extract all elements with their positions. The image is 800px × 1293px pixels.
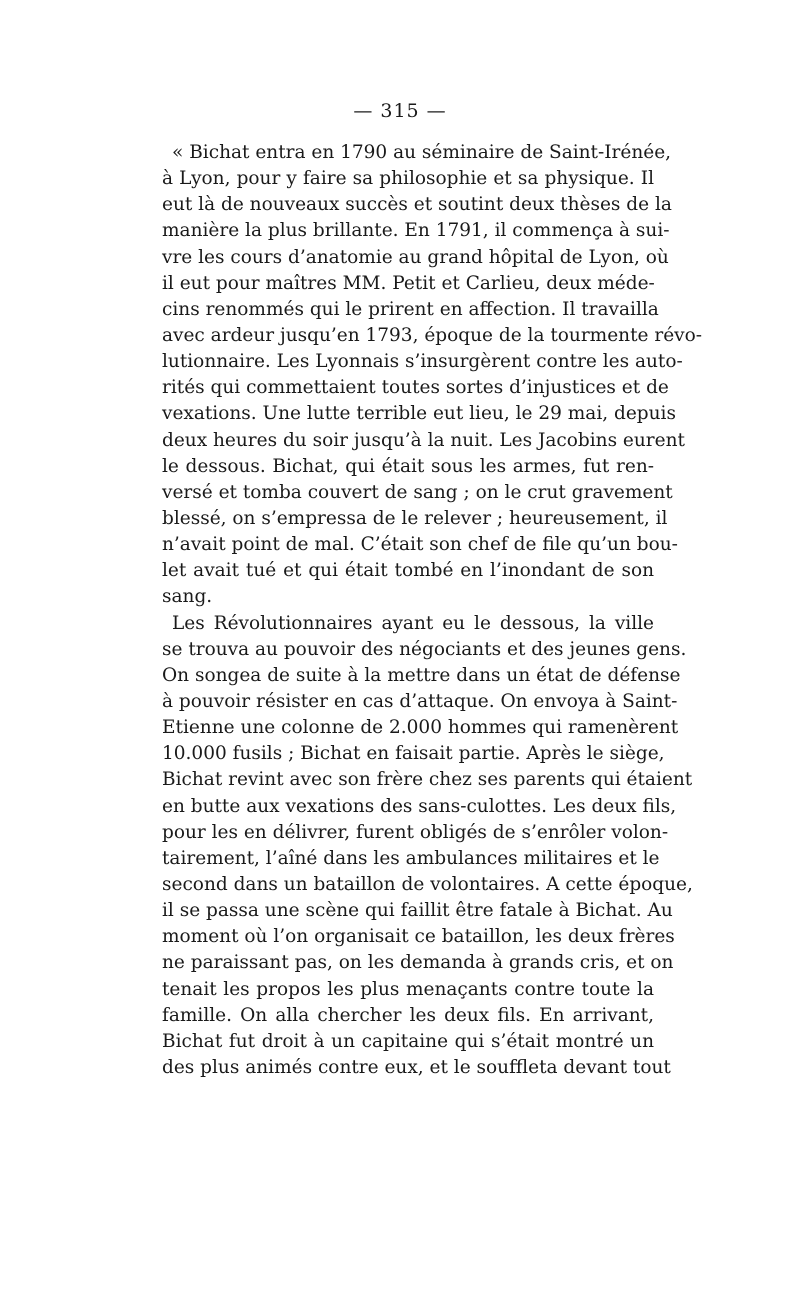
text-line: lutionnaire. Les Lyonnais s’insurgèrent contre les auto-	[162, 351, 683, 373]
text-line: tairement, l’aîné dans les ambulances militaires et le	[162, 847, 660, 869]
text-line: deux heures du soir jusqu’à la nuit. Les Jacobins eurent	[162, 429, 685, 451]
text-line: Bichat fut droit à un capitaine qui s’était montré un	[162, 1030, 654, 1052]
text-line: il se passa une scène qui faillit être fatale à Bichat. Au	[162, 900, 673, 922]
text-line: n’avait point de mal. C’était son chef de file qu’un bou-	[162, 534, 678, 556]
text-line: Les Révolutionnaires ayant eu le dessous, la ville	[172, 612, 654, 634]
text-line: rités qui commettaient toutes sortes d’injustices et de	[162, 377, 669, 399]
text-line: il eut pour maîtres MM. Petit et Carlieu, deux méde-	[162, 272, 655, 294]
text-line: versé et tomba couvert de sang ; on le crut gravement	[162, 481, 673, 503]
text-line: Bichat revint avec son frère chez ses parents qui étaient	[162, 769, 693, 791]
text-line: ne paraissant pas, on les demanda à grands cris, et on	[162, 952, 674, 974]
text-line: tenait les propos les plus menaçants contre toute la	[162, 978, 654, 1000]
text-line: sang.	[162, 586, 213, 608]
text-line: à pouvoir résister en cas d’attaque. On envoya à Saint-	[162, 690, 678, 712]
text-line: le dessous. Bichat, qui était sous les armes, fut ren-	[162, 455, 654, 477]
text-line: se trouva au pouvoir des négociants et des jeunes gens.	[162, 638, 687, 660]
text-line: pour les en délivrer, furent obligés de s’enrôler volon-	[162, 821, 669, 843]
text-line: blessé, on s’empressa de le relever ; heureusement, il	[162, 507, 668, 529]
text-line: eut là de nouveaux succès et soutint deux thèses de la	[162, 194, 672, 216]
text-line: vre les cours d’anatomie au grand hôpital de Lyon, où	[162, 246, 669, 268]
text-line: Etienne une colonne de 2.000 hommes qui ramenèrent	[162, 717, 679, 739]
text-line: famille. On alla chercher les deux fils. En arrivant,	[162, 1004, 654, 1026]
text-line: manière la plus brillante. En 1791, il commença à sui-	[162, 220, 670, 242]
text-line: moment où l’on organisait ce bataillon, les deux frères	[162, 926, 675, 948]
text-line: en butte aux vexations des sans-culottes. Les deux fils,	[162, 795, 677, 817]
text-line: avec ardeur jusqu’en 1793, époque de la tourmente révo-	[162, 324, 702, 346]
text-line: à Lyon, pour y faire sa philosophie et sa physique. Il	[162, 168, 654, 190]
text-line: des plus animés contre eux, et le souffleta devant tout	[162, 1056, 671, 1078]
body-text	[162, 140, 702, 1081]
text-line: 10.000 fusils ; Bichat en faisait partie. Après le siège,	[162, 743, 665, 765]
text-line: « Bichat entra en 1790 au séminaire de Saint-Irénée,	[172, 142, 672, 163]
text-line: vexations. Une lutte terrible eut lieu, le 29 mai, depuis	[162, 403, 676, 425]
text-line: second dans un bataillon de volontaires. A cette époque,	[162, 873, 693, 895]
page-number: — 315 —	[353, 100, 447, 122]
text-line: cins renommés qui le prirent en affection. Il travailla	[162, 298, 659, 320]
text-line: let avait tué et qui était tombé en l’inondant de son	[162, 560, 654, 582]
text-line: On songea de suite à la mettre dans un état de défense	[162, 664, 681, 686]
